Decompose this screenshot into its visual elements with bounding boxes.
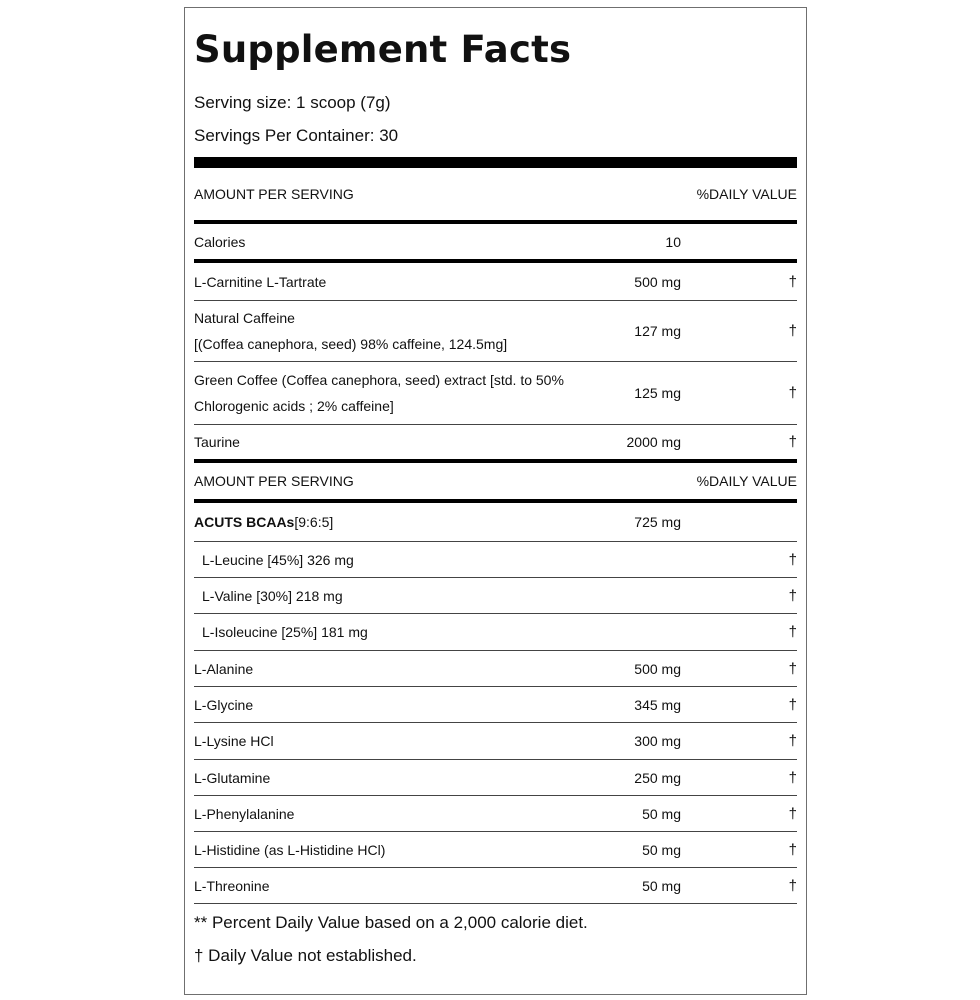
dagger-mark: † <box>788 273 797 290</box>
dagger-mark: † <box>788 769 797 786</box>
ingredient-amount: 500 mg <box>634 273 681 290</box>
dagger-mark: † <box>788 384 797 402</box>
bcaa-ratio: [9:6:5] <box>294 514 334 530</box>
bcaa-name-bold: ACUTS BCAAs <box>194 514 295 530</box>
table-row <box>194 687 797 723</box>
ingredient-amount: 50 mg <box>642 877 681 894</box>
ingredient-name: L-Valine [30%] 218 mg <box>202 587 343 604</box>
table-header <box>194 168 797 224</box>
ingredient-amount: 2000 mg <box>626 434 681 450</box>
servings-per-container: Servings Per Container: 30 <box>194 126 399 145</box>
page-title: Supplement Facts <box>194 28 572 71</box>
ingredient-name: L-Threonine <box>194 877 270 894</box>
footnote-percent-daily-value: ** Percent Daily Value based on a 2,000 calorie diet. <box>194 913 588 932</box>
supplement-facts-panel <box>184 7 807 995</box>
dagger-mark: † <box>788 841 797 858</box>
ingredient-amount: 500 mg <box>634 660 681 677</box>
ingredient-name-line2: [(Coffea canephora, seed) 98% caffeine, 124.5mg] <box>194 336 508 352</box>
ingredient-name-line1: Natural Caffeine <box>194 310 295 326</box>
dagger-mark: † <box>788 433 797 451</box>
ingredient-name-line2: Chlorogenic acids ; 2% caffeine] <box>194 398 394 414</box>
dagger-mark: † <box>788 805 797 822</box>
dagger-mark: † <box>788 551 797 568</box>
table-row <box>194 362 797 425</box>
header-daily-value: %DAILY VALUE <box>696 473 797 489</box>
ingredient-name: L-Isoleucine [25%] 181 mg <box>202 624 368 640</box>
ingredient-name: Taurine <box>194 434 240 450</box>
ingredient-name: L-Phenylalanine <box>194 805 295 822</box>
table-row <box>194 301 797 362</box>
table-row <box>194 832 797 868</box>
ingredient-name: L-Leucine [45%] 326 mg <box>202 551 354 568</box>
table-row <box>194 542 797 578</box>
facts-table <box>194 168 797 904</box>
thick-divider <box>194 157 797 168</box>
footnote-dagger: † Daily Value not established. <box>194 946 417 965</box>
table-row <box>194 614 797 651</box>
calories-row <box>194 224 797 263</box>
header-amount-per-serving: AMOUNT PER SERVING <box>194 186 354 202</box>
table-row <box>194 796 797 832</box>
bcaa-name <box>194 509 333 535</box>
dagger-mark: † <box>788 660 797 677</box>
ingredient-amount: 50 mg <box>642 805 681 822</box>
dagger-mark: † <box>788 877 797 894</box>
header-daily-value: %DAILY VALUE <box>696 186 797 202</box>
table-row <box>194 263 797 301</box>
bcaa-amount: 725 mg <box>634 514 681 530</box>
ingredient-name: L-Carnitine L-Tartrate <box>194 273 327 290</box>
ingredient-name: L-Glycine <box>194 696 254 713</box>
table-header <box>194 463 797 503</box>
ingredient-amount: 300 mg <box>634 733 681 749</box>
calories-label: Calories <box>194 233 246 250</box>
bcaa-row <box>194 503 797 542</box>
ingredient-name <box>194 305 507 357</box>
serving-size: Serving size: 1 scoop (7g) <box>194 93 391 112</box>
dagger-mark: † <box>788 322 797 340</box>
dagger-mark: † <box>788 732 797 750</box>
table-row <box>194 425 797 463</box>
ingredient-name: L-Histidine (as L-Histidine HCl) <box>194 841 386 858</box>
ingredient-name: L-Glutamine <box>194 769 271 786</box>
ingredient-amount: 250 mg <box>634 769 681 786</box>
table-row <box>194 868 797 904</box>
table-row <box>194 723 797 760</box>
ingredient-name: L-Lysine HCl <box>194 733 274 749</box>
ingredient-name: L-Alanine <box>194 660 254 677</box>
ingredient-name <box>194 367 564 419</box>
ingredient-amount: 50 mg <box>642 841 681 858</box>
header-amount-per-serving: AMOUNT PER SERVING <box>194 473 354 489</box>
dagger-mark: † <box>788 696 797 713</box>
ingredient-amount: 127 mg <box>634 323 681 339</box>
table-row <box>194 578 797 614</box>
table-row <box>194 760 797 796</box>
ingredient-name-line1: Green Coffee (Coffea canephora, seed) extract [std. to 50% <box>194 372 564 388</box>
calories-amount: 10 <box>665 233 681 250</box>
table-row <box>194 651 797 687</box>
ingredient-amount: 345 mg <box>634 696 681 713</box>
dagger-mark: † <box>788 587 797 604</box>
dagger-mark: † <box>788 623 797 641</box>
ingredient-amount: 125 mg <box>634 385 681 401</box>
